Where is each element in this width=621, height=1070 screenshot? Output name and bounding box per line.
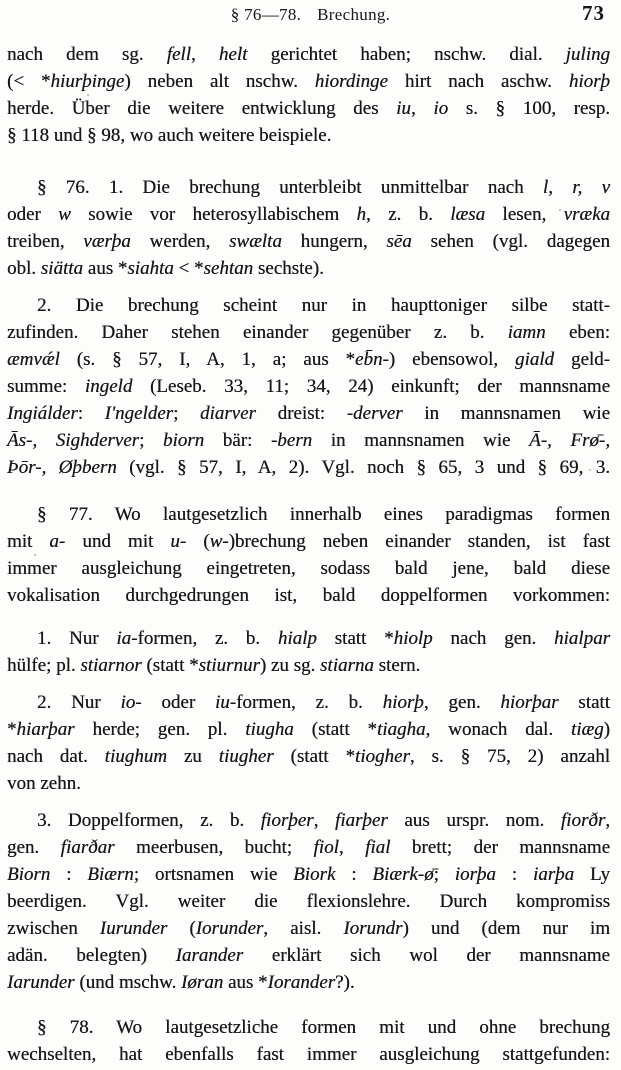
text-segment: werden,	[130, 231, 230, 252]
text-segment: hülfe; pl.	[7, 655, 81, 676]
text-segment: , aisl.	[263, 918, 344, 939]
text-segment: stern.	[373, 655, 421, 676]
text-segment: zu	[166, 746, 219, 767]
text-segment: )	[603, 719, 610, 740]
lexical-term: helt	[218, 44, 248, 65]
lexical-term: -derver	[346, 403, 403, 424]
text-line	[7, 861, 610, 888]
text-segment: brett; der mannsname	[390, 837, 611, 858]
lexical-term: stiurnur	[198, 655, 260, 676]
lexical-term: tiagha	[376, 719, 426, 740]
text-line	[7, 689, 610, 716]
lexical-term: eb̄n	[355, 349, 383, 370]
text-segment: :	[495, 864, 533, 885]
lexical-term: w	[58, 204, 71, 225]
text-segment: -formen, z. b.	[131, 628, 278, 649]
text-line	[7, 400, 610, 427]
text-line	[7, 625, 610, 652]
text-line	[7, 915, 610, 942]
lexical-term: Þōr-, Øþbern	[7, 457, 117, 478]
text-segment: :	[335, 864, 373, 885]
text-segment: 2. Nur	[37, 692, 121, 713]
text-segment: herde; gen. pl.	[74, 719, 246, 740]
lexical-term: fiorþer	[260, 810, 314, 831]
text-segment: bär:	[204, 430, 271, 451]
lexical-term: Iøran	[180, 972, 224, 993]
lexical-term: Biorn	[7, 864, 51, 885]
text-segment: , wonach dal.	[425, 719, 571, 740]
lexical-term: Iorunder	[195, 918, 264, 939]
text-segment: aus *	[83, 258, 128, 279]
text-line	[7, 969, 610, 996]
text-segment: ) und (dem nur im	[402, 918, 610, 939]
text-segment: :	[77, 403, 105, 424]
lexical-term: hiorþ	[568, 71, 610, 92]
paragraph-76-2	[7, 292, 610, 481]
paragraph-77-3	[7, 807, 610, 996]
page-body	[0, 25, 621, 1068]
text-segment: (s. § 57, I, A, 1, a; aus *	[59, 349, 356, 370]
paragraph-76-1	[7, 174, 610, 282]
text-segment: (	[167, 918, 196, 939]
text-line	[7, 427, 610, 454]
text-segment: ;	[173, 403, 200, 424]
text-segment: obl.	[7, 258, 41, 279]
lexical-term: Iarunder	[7, 972, 75, 993]
text-segment: zufinden. Daher stehen einander gegenüber z. b.	[7, 322, 508, 343]
text-segment: summe:	[7, 376, 85, 397]
text-segment: ) neben alt nschw.	[124, 71, 315, 92]
lexical-term: Ingiálder	[7, 403, 78, 424]
lexical-term: stiarna	[320, 655, 374, 676]
lexical-term: iorþa	[454, 864, 496, 885]
text-segment: < *	[173, 258, 204, 279]
text-segment: hirt nach aschw.	[387, 71, 569, 92]
lexical-term: fell	[166, 44, 191, 65]
lexical-term: ia	[116, 628, 132, 649]
text-line	[7, 201, 610, 228]
paragraph-77-2	[7, 689, 610, 797]
text-segment: (< *	[7, 71, 51, 92]
text-line	[7, 255, 610, 282]
text-segment: -)brechung neben einander standen, ist fast	[222, 531, 610, 552]
text-segment: ,	[338, 837, 366, 858]
lexical-term: w	[209, 531, 223, 552]
text-line	[7, 942, 610, 969]
lexical-term: siahta	[127, 258, 174, 279]
lexical-term: sehtan	[203, 258, 254, 279]
text-segment: ,	[605, 810, 610, 831]
lexical-term: tiæg	[570, 719, 604, 740]
text-segment: § 118 und § 98, wo auch weitere beispiele.	[7, 125, 332, 146]
text-line	[7, 228, 610, 255]
text-segment: 2. Die brechung scheint nur in haupttoniger silbe statt-	[37, 295, 610, 316]
text-segment: , s. § 75, 2) anzahl	[409, 746, 611, 767]
lexical-term: h	[356, 204, 366, 225]
text-segment: geld-	[554, 349, 610, 370]
lexical-term: giald	[514, 349, 555, 370]
lexical-term: Biork	[293, 864, 336, 885]
text-segment: gen.	[7, 837, 61, 858]
text-segment: , z. b.	[366, 204, 451, 225]
text-segment: mit	[7, 531, 50, 552]
text-segment: aus *	[223, 972, 268, 993]
text-segment: in mannsnamen wie	[312, 430, 530, 451]
lexical-term: hiorþ	[382, 692, 424, 713]
lexical-term: juling	[565, 44, 610, 65]
text-line	[7, 834, 610, 861]
lexical-term: læsa	[450, 204, 486, 225]
text-segment: ,	[313, 810, 335, 831]
text-line	[7, 501, 610, 528]
lexical-term: stiarnor	[80, 655, 142, 676]
paragraph-77-1	[7, 625, 610, 679]
text-segment: vokalisation durchgedrungen ist, bald doppelformen vorkommen:	[7, 585, 610, 606]
text-segment: hungern,	[281, 231, 387, 252]
text-segment: ; ortsnamen wie	[133, 864, 294, 885]
lexical-term: hiolp	[393, 628, 433, 649]
lexical-term: sēa	[386, 231, 412, 252]
lexical-term: Iorander	[267, 972, 336, 993]
text-segment: - und mit	[58, 531, 171, 552]
text-line	[7, 716, 610, 743]
text-line	[7, 68, 610, 95]
text-segment: (Leseb. 33, 11; 34, 24) einkunft; der mannsname	[132, 376, 611, 397]
lexical-term: l, r, v	[542, 177, 611, 198]
lexical-term: fiarðar	[60, 837, 115, 858]
text-segment: treiben,	[7, 231, 84, 252]
text-segment: nach gen.	[432, 628, 555, 649]
header-section-range: § 76—78.	[230, 5, 302, 24]
text-segment: ,	[191, 44, 219, 65]
paragraph-continuation	[7, 41, 610, 149]
text-line	[7, 373, 610, 400]
text-segment: nach dem sg.	[7, 44, 167, 65]
lexical-term: a	[49, 531, 59, 552]
text-segment: herde. Über die weitere entwicklung des	[7, 98, 397, 119]
text-line	[7, 319, 610, 346]
text-segment: adän. belegten)	[7, 945, 176, 966]
text-segment: - oder	[135, 692, 215, 713]
text-segment: eben:	[545, 322, 610, 343]
text-segment: beerdigen. Vgl. weiter die flexionslehre. Durch kompromiss	[7, 891, 610, 912]
page-number: 73	[582, 1, 605, 25]
text-line	[7, 346, 610, 373]
text-segment: wechselten, hat ebenfalls fast immer ausgleichung stattgefunden:	[7, 1044, 610, 1065]
text-line	[7, 555, 610, 582]
text-segment: sowie vor heterosyllabischem	[70, 204, 357, 225]
text-segment: 1. Nur	[37, 628, 117, 649]
lexical-term: -bern	[270, 430, 313, 451]
text-segment: in mannsnamen wie	[402, 403, 610, 424]
lexical-term: fiarþer	[334, 810, 388, 831]
lexical-term: io	[120, 692, 136, 713]
text-segment: erklärt sich wol der mannsname	[243, 945, 610, 966]
lexical-term: Iorundr	[343, 918, 403, 939]
paragraph-78	[7, 1014, 610, 1068]
text-line	[7, 1041, 610, 1068]
lexical-term: Iurunder	[99, 918, 168, 939]
lexical-term: fial	[365, 837, 391, 858]
text-line	[7, 1014, 610, 1041]
lexical-term: hialpar	[554, 628, 610, 649]
lexical-term: tiughum	[104, 746, 167, 767]
lexical-term: ingeld	[84, 376, 133, 397]
lexical-term: Ā-, Frø̄-,	[529, 430, 610, 451]
paragraph-77	[7, 501, 610, 609]
lexical-term: tiugher	[218, 746, 274, 767]
lexical-term: Ās-, Sighderver	[7, 430, 140, 451]
lexical-term: værþa	[83, 231, 131, 252]
text-line	[7, 652, 610, 679]
text-segment: sehen (vgl. dagegen	[411, 231, 610, 252]
text-segment: von zehn.	[7, 773, 81, 794]
text-segment: (vgl. § 57, I, A, 2). Vgl. noch § 65, 3 und § 69, 3.	[116, 457, 610, 478]
text-segment: -) ebensowol,	[382, 349, 515, 370]
page-header	[0, 0, 621, 25]
text-segment: :	[50, 864, 88, 885]
text-line	[7, 888, 610, 915]
text-segment: (statt *	[273, 746, 355, 767]
text-segment: oder	[7, 204, 59, 225]
lexical-term: hiordinge	[314, 71, 388, 92]
lexical-term: hiurþinge	[50, 71, 125, 92]
lexical-term: Biærk-ø̄	[372, 864, 434, 885]
text-segment: s. § 100, resp.	[448, 98, 610, 119]
text-line	[7, 174, 610, 201]
text-segment: ) zu sg.	[259, 655, 321, 676]
text-segment: nach dat.	[7, 746, 105, 767]
lexical-term: iarþa	[532, 864, 575, 885]
text-line	[7, 807, 610, 834]
text-segment: statt	[558, 692, 610, 713]
text-line	[7, 454, 610, 481]
text-line	[7, 743, 610, 770]
text-segment: meerbusen, bucht;	[114, 837, 314, 858]
text-segment: (und mschw.	[74, 972, 181, 993]
lexical-term: hiorþar	[500, 692, 559, 713]
header-title: Brechung.	[317, 5, 391, 24]
lexical-term: tiugha	[245, 719, 294, 740]
text-segment: lesen,	[485, 204, 564, 225]
lexical-term: Iarander	[175, 945, 244, 966]
text-line	[7, 582, 610, 609]
lexical-term: diarver	[200, 403, 256, 424]
text-segment: § 76. 1. Die brechung unterbleibt unmittelbar nach	[37, 177, 543, 198]
lexical-term: vræka	[563, 204, 610, 225]
lexical-term: swælta	[229, 231, 282, 252]
text-segment: ?).	[335, 972, 355, 993]
lexical-term: I'ngelder	[104, 403, 174, 424]
lexical-term: hialp	[277, 628, 317, 649]
text-segment: ;	[139, 430, 163, 451]
lexical-term: iu	[214, 692, 230, 713]
text-line	[7, 292, 610, 319]
lexical-term: æmvǽl	[7, 349, 60, 370]
text-segment: aus urspr. nom.	[387, 810, 561, 831]
text-segment: (statt *	[141, 655, 199, 676]
text-segment: zwischen	[7, 918, 100, 939]
lexical-term: u	[170, 531, 180, 552]
text-segment: gerichtet haben; nschw. dial.	[247, 44, 566, 65]
lexical-term: io	[433, 98, 449, 119]
text-segment: statt *	[316, 628, 394, 649]
lexical-term: iu	[396, 98, 411, 119]
text-segment: ,	[410, 98, 434, 119]
text-line	[7, 770, 610, 797]
text-line	[7, 528, 610, 555]
text-segment: -formen, z. b.	[229, 692, 383, 713]
text-segment: , gen.	[423, 692, 501, 713]
text-segment: sechste).	[253, 258, 324, 279]
text-segment: *	[7, 719, 17, 740]
text-segment: § 77. Wo lautgesetzlich innerhalb eines paradigmas formen	[37, 504, 610, 525]
lexical-term: Biærn	[87, 864, 134, 885]
lexical-term: fiorðr	[560, 810, 606, 831]
lexical-term: iamn	[507, 322, 546, 343]
text-segment: § 78. Wo lautgesetzliche formen mit und ohne brechung	[37, 1017, 610, 1038]
text-line	[7, 41, 610, 68]
text-segment: dreist:	[255, 403, 347, 424]
text-line	[7, 122, 610, 149]
lexical-term: hiarþar	[16, 719, 75, 740]
text-segment: ;	[433, 864, 455, 885]
text-segment: Ly	[574, 864, 611, 885]
text-line	[7, 95, 610, 122]
text-segment: 3. Doppelformen, z. b.	[37, 810, 261, 831]
lexical-term: fiol	[313, 837, 339, 858]
text-segment: immer ausgleichung eingetreten, sodass bald jene, bald diese	[7, 558, 610, 579]
text-segment: (statt *	[293, 719, 377, 740]
text-segment: - (	[179, 531, 210, 552]
lexical-term: tiogher	[354, 746, 410, 767]
lexical-term: biorn	[162, 430, 205, 451]
lexical-term: siätta	[40, 258, 84, 279]
